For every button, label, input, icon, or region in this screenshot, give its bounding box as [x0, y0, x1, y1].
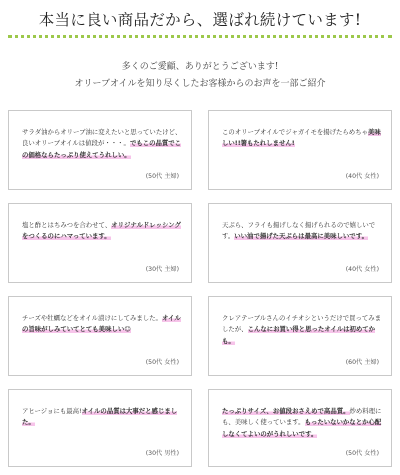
testimonial-card — [208, 296, 392, 376]
reviewer-info: (50代 主婦) — [145, 173, 179, 180]
testimonial-text — [22, 406, 183, 429]
highlighted-text: オイルの品質は大事だと感じました。 — [22, 407, 178, 427]
testimonial-sentence: チーズや牡蠣などをオイル漬けにしてみました。 — [22, 314, 162, 322]
testimonial-text — [222, 127, 383, 150]
testimonial-card — [208, 203, 392, 283]
testimonial-sentence: 炒め料理にも、美味しく使っています。 — [222, 407, 382, 427]
page-title: 本当に良い商品だから、選ばれ続けています! — [38, 11, 362, 29]
testimonial-sentence: このオリーブオイルでジャガイモを揚げたらめちゃ — [222, 128, 368, 136]
testimonial-sentence: クレアテーブルさんのイチオシというだけで買ってみましたが、 — [222, 314, 382, 334]
testimonial-card — [8, 110, 192, 190]
highlighted-text: たっぷりサイズ、お値段おさえめで高品質。 — [222, 407, 350, 415]
highlighted-text: オリジナルドレッシングをつくるのにハマっています。 — [22, 221, 181, 241]
testimonial-text — [222, 406, 383, 440]
testimonial-card — [8, 203, 192, 283]
reviewer-info: (30代 男性) — [145, 450, 179, 457]
testimonial-card — [8, 296, 192, 376]
highlighted-text: もったいないかなとか心配しなくてよいのがうれしいです。 — [222, 418, 382, 438]
intro-line-2: オリーブオイルを知り尽くしたお客様からのお声を一部ご紹介 — [74, 79, 326, 89]
reviewer-info: (50代 女性) — [345, 450, 379, 457]
highlighted-text: いい油で揚げた天ぷらは最高に美味しいです。 — [234, 232, 368, 241]
reviewer-info: (30代 主婦) — [145, 266, 179, 273]
testimonial-text — [22, 313, 183, 336]
highlighted-text: でもこの品質でこの価格ならたっぷり使えてうれしい。 — [22, 139, 182, 159]
testimonial-text — [22, 127, 183, 161]
testimonial-text — [222, 220, 383, 243]
testimonial-sentence: 天ぷら、フライも揚げしなく揚げられるので嬉しいです。 — [222, 221, 376, 241]
dotted-divider — [8, 35, 392, 38]
highlighted-text: こんなにお買い得と思ったオイルは初めてかも。 — [222, 325, 376, 345]
intro-line-1: 多くのご愛顧、ありがとうございます! — [121, 62, 279, 72]
highlighted-text: 美味しい!!箸もたれしません! — [222, 128, 381, 148]
testimonial-sentence: サラダ油からオリーブ油に変えたいと思っていたけど、良いオリーブオイルは値段が・・・。 — [22, 128, 182, 148]
testimonial-card — [208, 389, 392, 467]
testimonial-text — [222, 313, 383, 347]
highlighted-text: オイルの旨味がしみていてとても美味しい☺ — [22, 314, 181, 334]
reviewer-info: (40代 女性) — [345, 266, 379, 273]
reviewer-info: (60代 主婦) — [345, 359, 379, 366]
testimonial-sentence: 塩と酢とはちみつを合わせて、 — [22, 221, 112, 229]
reviewer-info: (50代 女性) — [145, 359, 179, 366]
testimonial-card — [8, 389, 192, 467]
reviewer-info: (40代 女性) — [345, 173, 379, 180]
testimonial-text — [22, 220, 183, 243]
testimonial-sentence: アヒージョにも最高! — [22, 407, 82, 415]
testimonial-card — [208, 110, 392, 190]
